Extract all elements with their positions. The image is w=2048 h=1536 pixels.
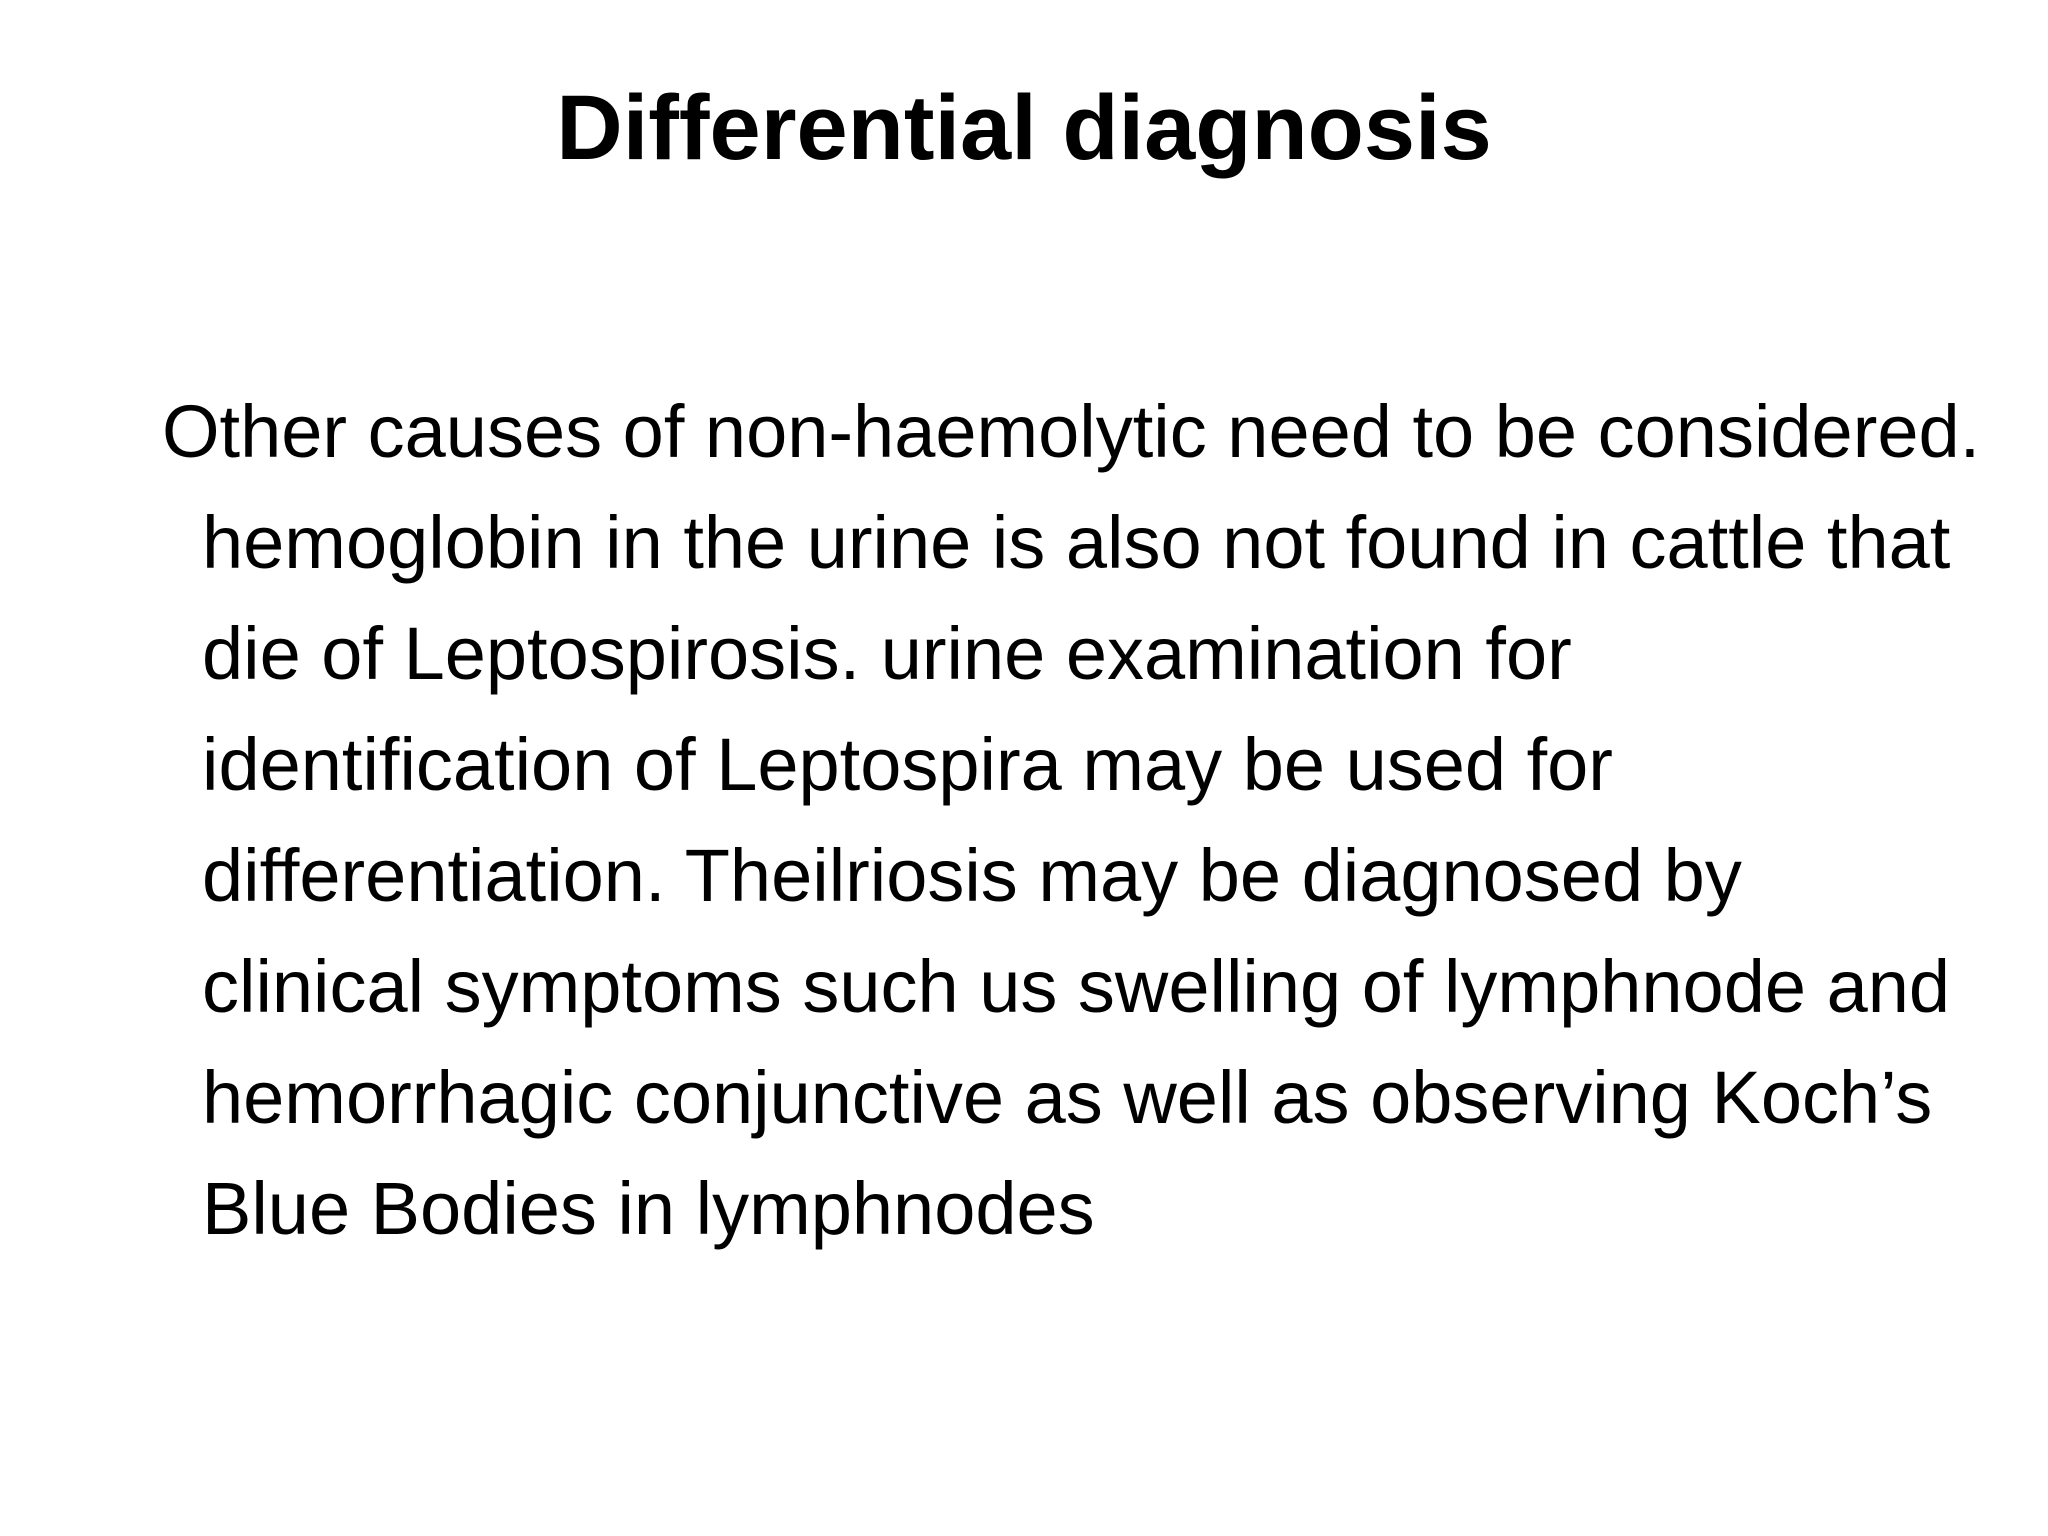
slide-title: Differential diagnosis: [556, 77, 1492, 179]
slide-body-text: Other causes of non-haemolytic need to be considered. hemoglobin in the urine is also not found in cattle that die of Leptospirosis. urine examination for identification of Leptospira may be used for differentiation. Theilriosis may be diagnosed by clinical symptoms such us swelling of lymphnode and hemorrhagic conjunctive as well as observing Koch’s Blue Bodies in lymphnodes: [162, 390, 1981, 1250]
